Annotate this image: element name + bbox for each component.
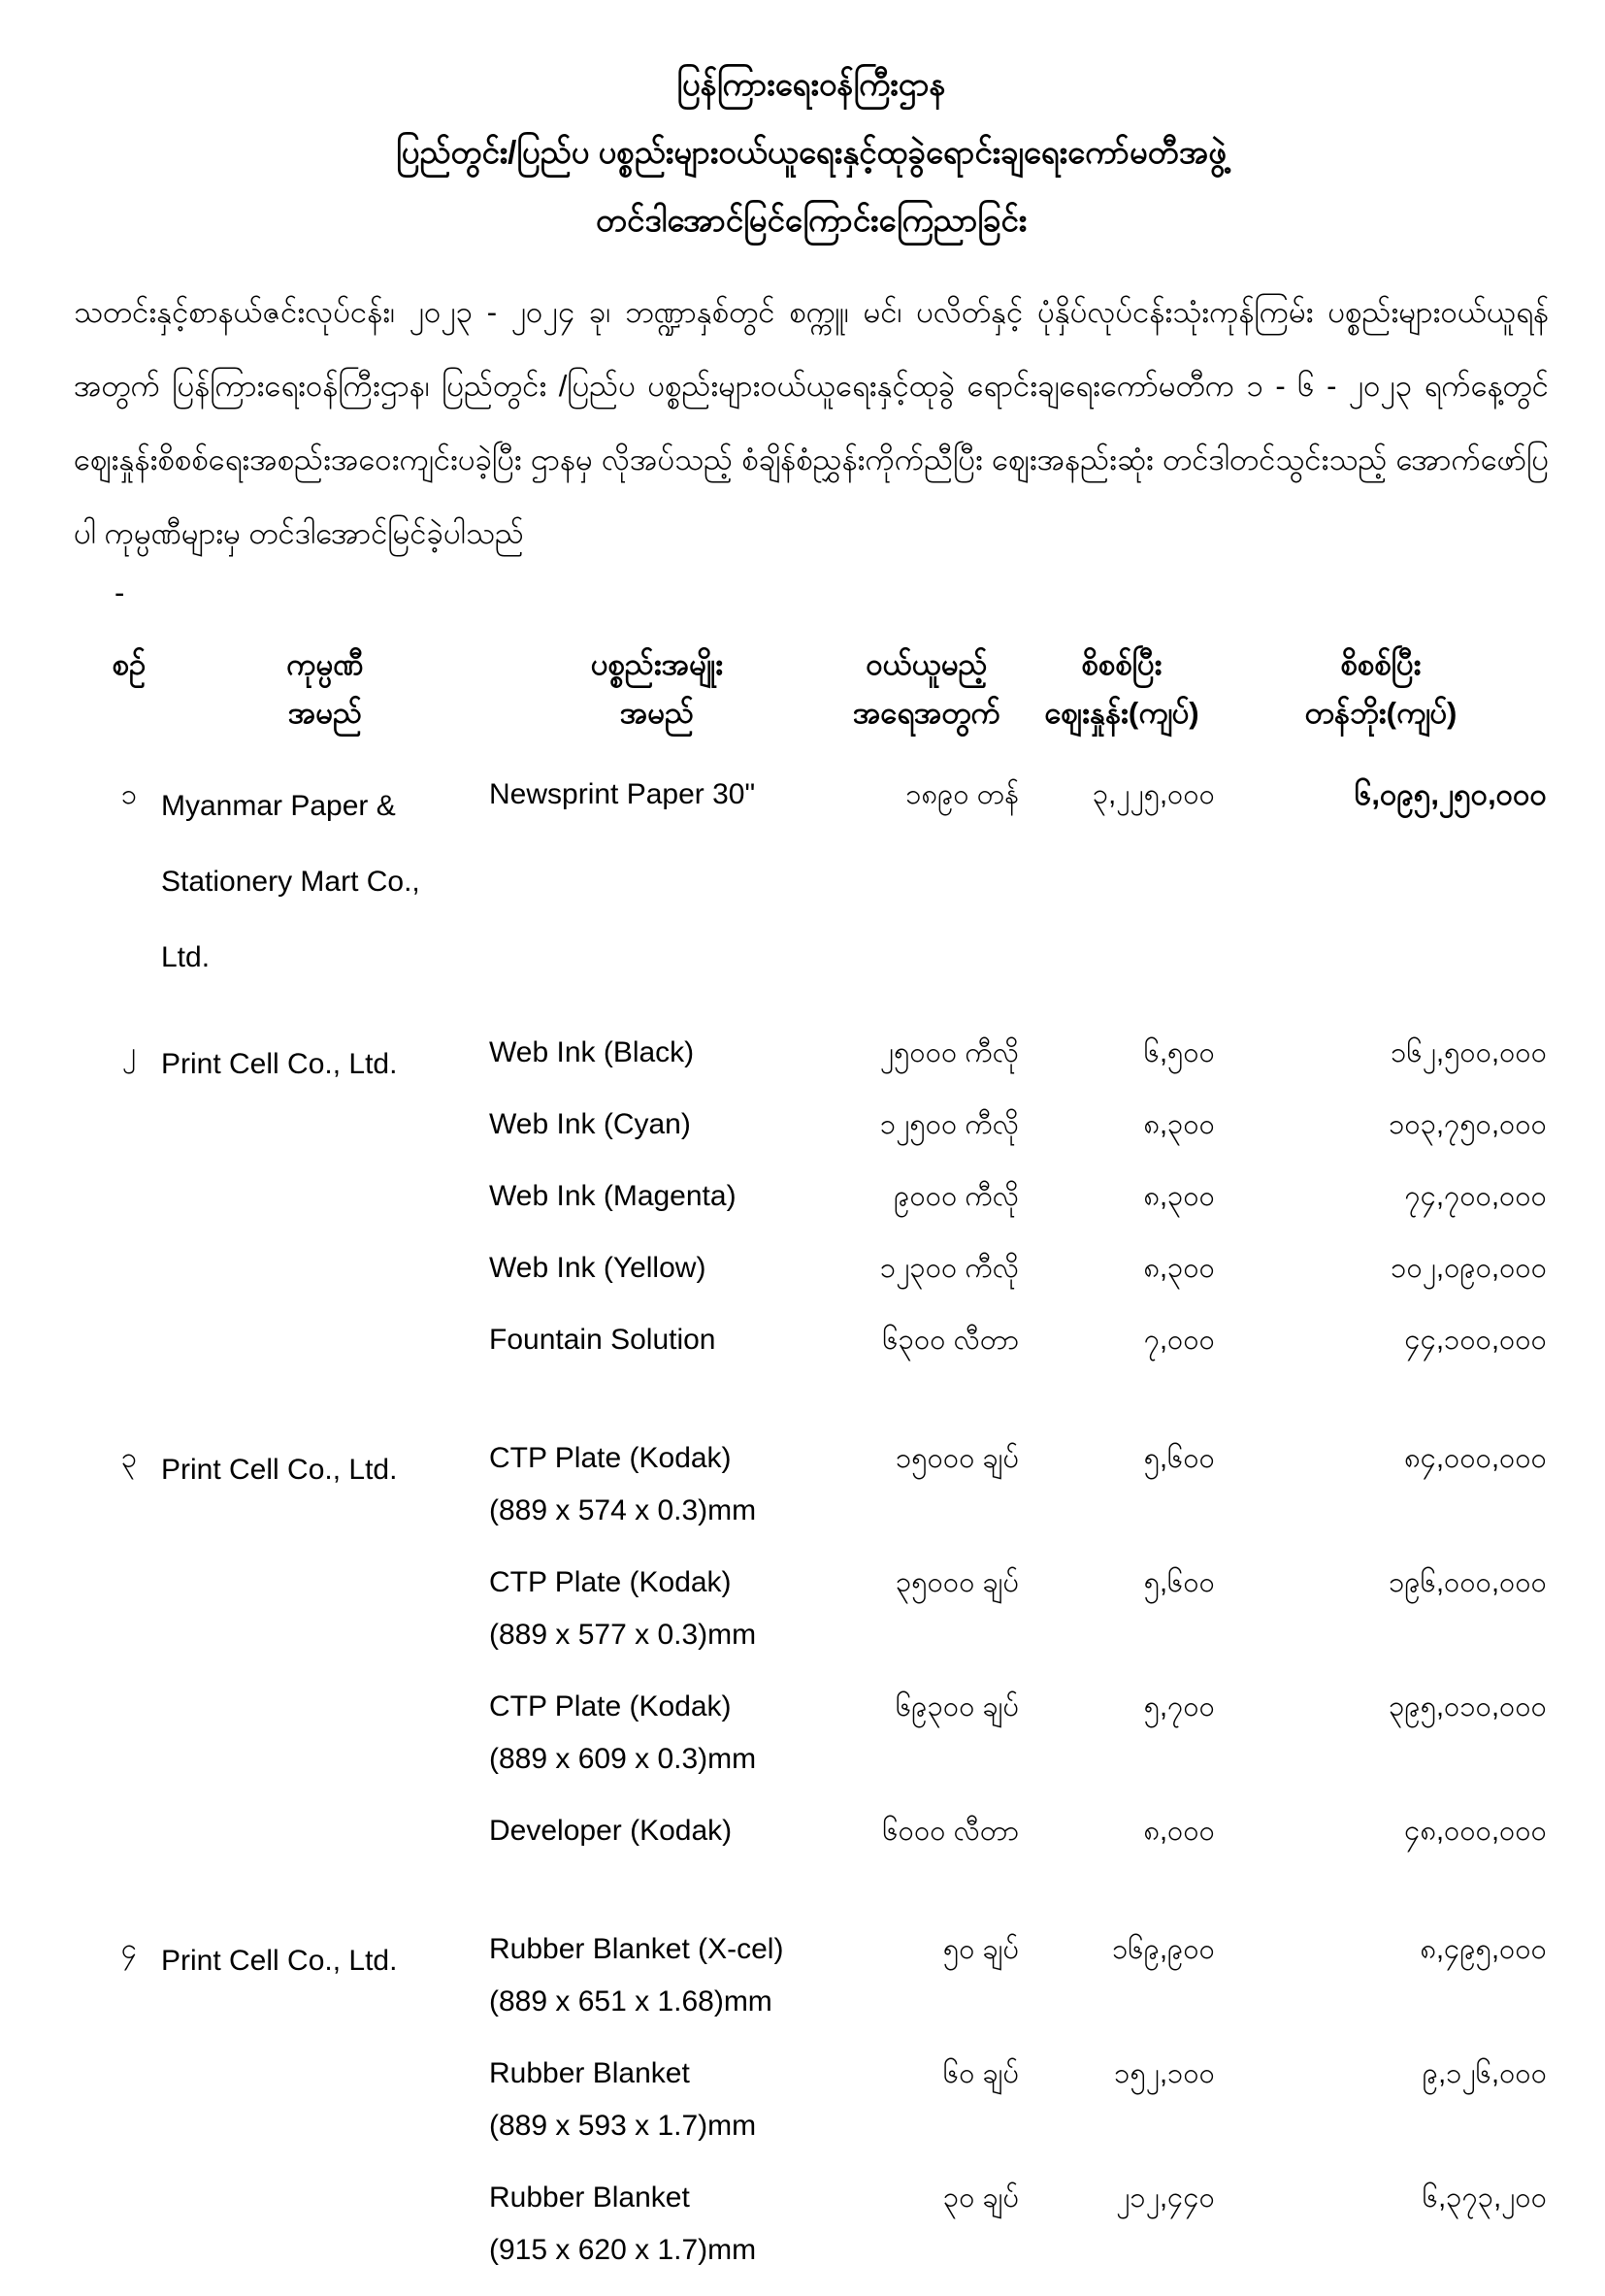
item-name: Web Ink (Yellow) [489,1252,706,1284]
header-value [1215,640,1547,769]
table-header-row [97,640,1547,769]
item-name: Developer (Kodak) [489,1815,733,1847]
item-name: Newsprint Paper 30" [489,778,756,810]
price-cell: ၅,၆၀၀ [1143,1443,1215,1474]
quantity-cell: ၆၃၀၀ လီတာ [882,1325,1019,1356]
item-cell [489,1877,825,2048]
quantity-cell: ၂၅၀၀၀ ကီလို [879,1037,1019,1068]
item-cell [489,769,825,1015]
company-name: Print Cell Co., Ltd. [161,1048,398,1080]
item-name: Web Ink (Magenta) [489,1180,737,1212]
header-company-line1: ကုမ္ပဏီ [286,647,364,681]
value-cell: ၁၀၂,၀၉၀,၀၀၀ [1391,1253,1547,1284]
item-name: CTP Plate (Kodak) [489,1566,732,1598]
item-cell [489,2172,825,2296]
quantity-cell: ၉၀၀၀ ကီလို [894,1181,1019,1212]
value-cell: ၄၄,၁၀၀,၀၀၀ [1404,1325,1547,1356]
item-cell [489,1170,825,1242]
ministry-title: ပြန်ကြားရေးဝန်ကြီးဌာန [676,66,946,102]
item-cell [489,1557,825,1681]
header-price-line1: စိစစ်ပြီး [1081,647,1163,681]
value-cell: ၁၆၂,၅၀၀,၀၀၀ [1391,1037,1547,1068]
committee-title: ပြည်တွင်း/ပြည်ပ ပစ္စည်းများဝယ်ယူရေးနှင့်ထုခွဲရောင်းချရေးကော်မတီအဖွဲ့ [396,134,1227,170]
quantity-cell: ၃၀ ချပ် [942,2182,1019,2214]
value-cell: ၈၄,၀၀၀,၀၀၀ [1404,1443,1547,1474]
quantity-cell: ၁၂၃၀၀ ကီလို [879,1253,1019,1284]
item-name: Rubber Blanket [489,2057,690,2089]
value-cell: ၇၄,၇၀၀,၀၀၀ [1404,1181,1547,1212]
header-serial [97,640,161,769]
price-cell: ၈,၃၀၀ [1143,1181,1215,1212]
quantity-cell: ၁၂၅၀၀ ကီလို [879,1109,1019,1140]
quantity-cell: ၆၀၀၀ လီတာ [882,1816,1019,1847]
item-dimensions: (889 x 609 x 0.3)mm [489,1743,757,1775]
value-cell: ၁၉၆,၀၀၀,၀၀၀ [1389,1567,1547,1598]
value-cell: ၈,၄၉၅,၀၀၀ [1420,1934,1547,1965]
item-cell [489,1805,825,1877]
item-cell [489,1099,825,1170]
price-cell: ၁၅၂,၁၀၀ [1114,2058,1215,2089]
quantity-cell: ၃၅၀၀၀ ချပ် [895,1567,1019,1598]
item-name: CTP Plate (Kodak) [489,1442,732,1474]
price-cell: ၇,၀၀၀ [1143,1325,1215,1356]
row-number: ၂ [121,1037,137,1068]
item-name: Web Ink (Black) [489,1036,695,1068]
quantity-cell: ၆၉၃၀၀ ချပ် [895,1691,1019,1722]
intro-paragraph: သတင်းနှင့်စာနယ်ဇင်းလုပ်ငန်း၊ ၂၀၂၃ - ၂၀၂၄ ခု၊ ဘဏ္ဍာနှစ်တွင် စက္ကူ၊ မင်၊ ပလိတ်နှင့် ပုံနှိပ်လုပ်ငန်းသုံးကုန်ကြမ်း ပစ္စည်းများဝယ်ယူရန်အတွက် ပြန်ကြားရေးဝန်ကြီးဌာန၊ ပြည်တွင်း /ပြည်ပ ပစ္စည်းများဝယ်ယူရေးနှင့်ထုခွဲ ရောင်းချရေးကော်မတီက ၁ - ၆ - ၂၀၂၃ ရက်နေ့တွင် ဈေးနှုန်းစိစစ်ရေးအစည်းအဝေးကျင်းပခဲ့ပြီး ဌာနမှ လိုအပ်သည့် စံချိန်စံညွှန်းကိုက်ညီပြီး ဈေးအနည်းဆုံး တင်ဒါတင်သွင်းသည့် အောက်ဖော်ပြပါ ကုမ္ပဏီများမှ တင်ဒါအောင်မြင်ခဲ့ပါသည် [74,295,1549,550]
intro-trailing-dash: - [115,575,125,609]
quantity-cell: ၆၀ ချပ် [942,2058,1019,2089]
item-name: CTP Plate (Kodak) [489,1690,732,1722]
header-quantity-line1: ဝယ်ယူမည့် [866,647,988,681]
header-value-line1: စိစစ်ပြီး [1340,647,1422,681]
item-cell [489,1015,825,1099]
price-cell: ၅,၆၀၀ [1143,1567,1215,1598]
header-serial-label: စဉ် [112,647,147,681]
value-cell: ၉,၁၂၆,၀၀၀ [1422,2058,1547,2089]
item-dimensions: (889 x 651 x 1.68)mm [489,1985,772,2017]
value-cell: ၆,၀၉၅,၂၅၀,၀၀၀ [1354,777,1547,811]
price-cell: ၆,၅၀၀ [1143,1037,1215,1068]
company-name: Print Cell Co., Ltd. [161,1945,398,1977]
title-block [74,50,1549,254]
price-cell: ၈,၀၀၀ [1143,1816,1215,1847]
price-cell: ၂၁၂,၄၄၀ [1116,2182,1215,2214]
item-dimensions: (889 x 574 x 0.3)mm [489,1494,757,1526]
quantity-cell: ၅၀ ချပ် [942,1934,1019,1965]
price-cell: ၈,၃၀၀ [1143,1253,1215,1284]
price-cell: ၅,၇၀၀ [1143,1691,1215,1722]
header-item-line2: အမည် [619,696,695,730]
table-row [97,1015,1547,1099]
announcement-title: တင်ဒါအောင်မြင်ကြောင်းကြေညာခြင်း [595,202,1028,238]
header-item-line1: ပစ္စည်းအမျိုး [590,647,724,681]
header-price-line2: ဈေးနှုန်း(ကျပ်) [1044,696,1199,730]
header-quantity [825,640,1029,769]
value-cell: ၁၀၃,၇၅၀,၀၀၀ [1389,1109,1547,1140]
company-name: Myanmar Paper & Stationery Mart Co., Ltd. [161,790,420,973]
item-cell [489,2048,825,2172]
table-row [97,1386,1547,1557]
item-cell [489,1681,825,1805]
company-name: Print Cell Co., Ltd. [161,1454,398,1486]
item-cell [489,1242,825,1314]
row-number: ၁ [120,779,138,810]
value-cell: ၃၉၅,၀၁၀,၀၀၀ [1389,1691,1547,1722]
header-company [161,640,489,769]
tender-results-table [97,640,1547,2296]
price-cell: ၃,၂၂၅,၀၀၀ [1092,779,1215,810]
item-dimensions: (889 x 577 x 0.3)mm [489,1619,757,1651]
price-cell: ၈,၃၀၀ [1143,1109,1215,1140]
item-name: Rubber Blanket [489,2181,690,2214]
item-cell [489,1386,825,1557]
header-item [489,640,825,769]
quantity-cell: ၁၅၀၀၀ ချပ် [895,1443,1019,1474]
table-row [97,769,1547,1015]
value-cell: ၄၈,၀၀၀,၀၀၀ [1404,1816,1547,1847]
item-dimensions: (889 x 593 x 1.7)mm [489,2110,757,2142]
item-cell [489,1314,825,1386]
table-row [97,1877,1547,2048]
header-company-line2: အမည် [287,696,363,730]
value-cell: ၆,၃၇၃,၂၀၀ [1422,2182,1547,2214]
item-dimensions: (915 x 620 x 1.7)mm [489,2234,757,2266]
item-name: Rubber Blanket (X-cel) [489,1933,784,1965]
header-quantity-line2: အရေအတွက် [852,696,1001,730]
item-name: Fountain Solution [489,1324,716,1356]
header-value-line2: တန်ဘိုး(ကျပ်) [1304,696,1458,730]
row-number: ၃ [120,1443,138,1474]
item-name: Web Ink (Cyan) [489,1108,691,1140]
row-number: ၄ [120,1934,138,1965]
price-cell: ၁၆၉,၉၀၀ [1112,1934,1215,1965]
quantity-cell: ၁၈၉၀ တန် [905,779,1019,810]
header-price [1029,640,1215,769]
